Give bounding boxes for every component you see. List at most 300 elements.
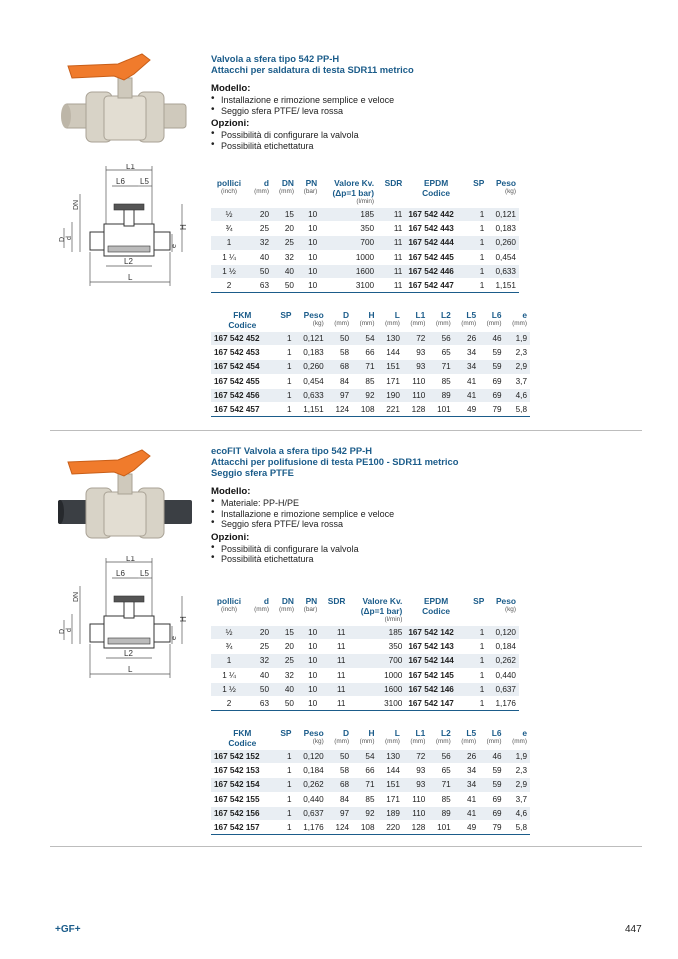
col-header: SP [280, 728, 292, 738]
table-cell: 1,9 [505, 332, 530, 346]
table-cell: 171 [378, 374, 403, 388]
table-cell: 1 [467, 668, 488, 682]
table-cell: 10 [297, 236, 320, 250]
unit-label: (mm) [385, 320, 400, 327]
table-cell: 700 [348, 654, 405, 668]
table-cell: ¾ [211, 222, 247, 236]
table-cell: 167 542 155 [211, 792, 274, 806]
table-cell: 46 [479, 750, 504, 764]
table-cell: 130 [378, 750, 403, 764]
product-title-line2: Attacchi per polifusione di testa PE100 - SDR11 metrico [211, 456, 459, 467]
table-cell: 350 [320, 222, 377, 236]
table-row [211, 403, 530, 417]
table-cell: 0,633 [487, 264, 519, 278]
table-cell: 32 [247, 236, 272, 250]
col-header: H [368, 310, 375, 320]
table-cell: 92 [352, 806, 377, 820]
table-cell: 1 ¼ [211, 668, 247, 682]
table-cell: 0,637 [487, 682, 519, 696]
table-cell: 5,8 [505, 821, 530, 835]
table-cell: 167 542 455 [211, 374, 274, 388]
table-cell: 3100 [348, 697, 405, 711]
dim-label-l: L [128, 273, 133, 282]
table-cell: 10 [297, 697, 320, 711]
unit-label: (mm) [512, 320, 527, 327]
table-cell: 26 [454, 332, 479, 346]
page-number: 447 [625, 924, 642, 935]
col-header: L1 [415, 728, 426, 738]
table-cell: 1600 [320, 264, 377, 278]
dim-label-l1: L1 [126, 164, 135, 171]
col-header: pollici [216, 596, 242, 606]
table-cell: 2,3 [505, 346, 530, 360]
table-cell: 10 [297, 668, 320, 682]
table-cell: 167 542 152 [211, 750, 274, 764]
table-cell: 40 [247, 668, 272, 682]
table-cell: 65 [428, 764, 453, 778]
table-cell: 0,440 [487, 668, 519, 682]
col-header-epdm-line2: Codice [422, 188, 451, 198]
unit-label: (mm) [410, 738, 426, 745]
col-header: pollici [216, 178, 242, 188]
table-cell: 1 [274, 374, 295, 388]
unit-label: (mm) [410, 320, 426, 327]
table-cell: 0,121 [487, 208, 519, 222]
product-title-line3: Seggio sfera PTFE [211, 467, 294, 478]
table-cell: 50 [247, 682, 272, 696]
table-cell: 0,120 [487, 626, 519, 640]
col-header-kv-line2: (Δp=1 bar) [360, 606, 403, 616]
table-cell: 3100 [320, 279, 377, 293]
valve-dimension-drawing [56, 556, 196, 686]
table-cell: 41 [454, 374, 479, 388]
table-cell: 89 [428, 388, 453, 402]
table-cell: 11 [320, 697, 348, 711]
table-cell: 189 [378, 806, 403, 820]
table-cell: 4,6 [505, 388, 530, 402]
table-cell: 11 [320, 668, 348, 682]
table-cell: 1 ½ [211, 682, 247, 696]
table-cell: 56 [428, 332, 453, 346]
dim-label-e: e [171, 636, 178, 640]
unit-label: (mm) [279, 188, 294, 195]
table-cell: 1 [274, 821, 295, 835]
table-row [211, 264, 519, 278]
unit-label: (mm) [512, 738, 527, 745]
col-header: PN [305, 178, 318, 188]
col-header: e [522, 310, 527, 320]
list-item: • Installazione e rimozione semplice e veloce [211, 95, 541, 106]
dim-label-small-d: d [66, 236, 73, 240]
unit-label: (mm) [461, 320, 477, 327]
table-row [211, 654, 519, 668]
table-cell: 167 542 457 [211, 403, 274, 417]
table-cell: 1600 [348, 682, 405, 696]
table-cell: 185 [348, 626, 405, 640]
table-cell: 54 [352, 332, 377, 346]
section-divider [50, 846, 642, 847]
col-header: L [394, 310, 400, 320]
modello-heading: Modello: [211, 486, 251, 497]
table-cell: 2 [211, 279, 247, 293]
col-header: Peso [495, 178, 516, 188]
table-cell: 2,9 [505, 360, 530, 374]
table-cell: 110 [403, 806, 428, 820]
table-cell: 171 [378, 792, 403, 806]
table-cell: 1 [211, 236, 247, 250]
table-cell: 1 [274, 750, 295, 764]
table-cell: 0,184 [487, 640, 519, 654]
unit-label: (bar) [303, 188, 318, 195]
table-row [211, 250, 519, 264]
unit-label: (mm) [486, 320, 502, 327]
table-cell: 93 [403, 764, 428, 778]
table-cell: 167 542 145 [405, 668, 467, 682]
valve-photo [58, 46, 192, 150]
dimensions-table-fkm [211, 728, 530, 835]
table-cell: 63 [247, 697, 272, 711]
product-section-2 [0, 436, 678, 846]
table-cell: 350 [348, 640, 405, 654]
table-cell: 1 [211, 654, 247, 668]
unit-label: (mm) [254, 188, 269, 195]
table-row [211, 792, 530, 806]
table-cell: 167 542 153 [211, 764, 274, 778]
col-header: EPDM [423, 596, 449, 606]
col-header: FKM [233, 310, 252, 320]
list-item: • Seggio sfera PTFE/ leva rossa [211, 519, 541, 530]
modello-list [211, 95, 541, 116]
table-cell: 700 [320, 236, 377, 250]
table-cell: 0,637 [295, 806, 327, 820]
table-cell: 167 542 454 [211, 360, 274, 374]
table-row [211, 668, 519, 682]
table-cell: 10 [297, 640, 320, 654]
table-cell: 10 [297, 626, 320, 640]
table-cell: 0,121 [295, 332, 327, 346]
table-cell: 71 [352, 360, 377, 374]
table-cell: 0,183 [487, 222, 519, 236]
table-cell: 69 [479, 806, 504, 820]
table-cell: 54 [352, 750, 377, 764]
table-cell: 11 [377, 236, 405, 250]
product-title-line1: ecoFIT Valvola a sfera tipo 542 PP-H [211, 445, 372, 456]
table-cell: 85 [352, 792, 377, 806]
table-cell: 93 [403, 346, 428, 360]
table-cell: 50 [327, 750, 352, 764]
table-cell: 1,176 [295, 821, 327, 835]
table-cell: 1,176 [487, 697, 519, 711]
col-header: Peso [495, 596, 516, 606]
unit-label: (mm) [435, 320, 451, 327]
table-cell: 167 542 442 [405, 208, 467, 222]
table-row [211, 806, 530, 820]
list-item: • Seggio sfera PTFE/ leva rossa [211, 106, 541, 117]
col-header: L2 [440, 310, 451, 320]
dim-label-l5: L5 [140, 569, 149, 578]
col-header-epdm-line2: Codice [422, 606, 451, 616]
table-cell: 167 542 154 [211, 778, 274, 792]
table-cell: 40 [272, 264, 297, 278]
table-cell: 167 542 444 [405, 236, 467, 250]
table-cell: ½ [211, 626, 247, 640]
table-cell: 167 542 453 [211, 346, 274, 360]
table-cell: 0,440 [295, 792, 327, 806]
col-header: L5 [466, 728, 477, 738]
table-cell: 1 [274, 388, 295, 402]
table-cell: 10 [297, 264, 320, 278]
dimensions-table-fkm [211, 310, 530, 417]
table-cell: 10 [297, 682, 320, 696]
table-cell: 40 [272, 682, 297, 696]
col-header: SP [473, 596, 485, 606]
table-cell: 34 [454, 360, 479, 374]
gf-logo: +GF+ [55, 924, 81, 935]
table-cell: 20 [247, 208, 272, 222]
dim-label-l1: L1 [126, 556, 135, 563]
col-header: SDR [384, 178, 403, 188]
table-cell: 89 [428, 806, 453, 820]
table-cell: 1 [467, 640, 488, 654]
table-cell: 58 [327, 764, 352, 778]
table-cell: 25 [272, 236, 297, 250]
table-cell: 101 [428, 821, 453, 835]
table-cell: 68 [327, 778, 352, 792]
table-row [211, 279, 519, 293]
col-header: Valore Kv. [334, 178, 375, 188]
table-cell: 167 542 443 [405, 222, 467, 236]
table-cell: 1 [467, 279, 488, 293]
list-item: • Materiale: PP-H/PE [211, 498, 541, 509]
table-cell: 1 [467, 236, 488, 250]
table-cell: 11 [377, 250, 405, 264]
table-cell: 97 [327, 388, 352, 402]
product-section-1 [0, 40, 678, 432]
table-cell: 167 542 446 [405, 264, 467, 278]
table-cell: 85 [428, 374, 453, 388]
col-header: EPDM [423, 178, 449, 188]
table-cell: 1 ½ [211, 264, 247, 278]
table-cell: 20 [272, 222, 297, 236]
table-cell: 71 [428, 360, 453, 374]
table-cell: 151 [378, 778, 403, 792]
opzioni-heading: Opzioni: [211, 531, 250, 543]
table-cell: 85 [428, 792, 453, 806]
table-cell: 59 [479, 360, 504, 374]
col-header: L6 [491, 728, 502, 738]
table-cell: 167 542 452 [211, 332, 274, 346]
list-item: • Possibilità etichettatura [211, 554, 541, 565]
table-cell: 15 [272, 208, 297, 222]
table-cell: 25 [272, 654, 297, 668]
table-cell: 79 [479, 403, 504, 417]
opzioni-list [211, 544, 541, 565]
unit-label: (mm) [359, 738, 375, 745]
table-cell: 1 [467, 682, 488, 696]
dim-label-dn: DN [73, 591, 80, 602]
table-cell: 32 [247, 654, 272, 668]
table-cell: ¾ [211, 640, 247, 654]
unit-label: (mm) [435, 738, 451, 745]
table-cell: ½ [211, 208, 247, 222]
valve-dimension-drawing [56, 164, 196, 294]
table-cell: 1 [274, 346, 295, 360]
unit-label: (mm) [334, 320, 350, 327]
table-cell: 167 542 157 [211, 821, 274, 835]
unit-label: (kg) [504, 188, 516, 195]
table-cell: 20 [272, 640, 297, 654]
product-description [211, 53, 541, 151]
dim-label-e: e [171, 244, 178, 248]
col-header: d [263, 178, 269, 188]
col-header: D [343, 310, 350, 320]
table-cell: 10 [297, 208, 320, 222]
table-cell: 4,6 [505, 806, 530, 820]
unit-label: (mm) [359, 320, 375, 327]
table-cell: 11 [377, 222, 405, 236]
dim-label-small-d: d [66, 628, 73, 632]
table-cell: 1 [467, 250, 488, 264]
table-cell: 56 [428, 750, 453, 764]
unit-label: (inch) [221, 188, 238, 195]
table-row [211, 388, 530, 402]
list-item: • Possibilità etichettatura [211, 141, 541, 152]
table-cell: 124 [327, 403, 352, 417]
col-header-kv-line2: (Δp=1 bar) [332, 188, 375, 198]
col-header: Valore Kv. [362, 596, 403, 606]
table-cell: 1 [274, 806, 295, 820]
valve-photo [58, 442, 192, 546]
dim-label-l6: L6 [116, 569, 125, 578]
table-cell: 1 [467, 264, 488, 278]
table-cell: 11 [320, 682, 348, 696]
table-row [211, 360, 530, 374]
table-cell: 85 [352, 374, 377, 388]
dim-label-d: D [59, 236, 66, 242]
table-cell: 32 [272, 668, 297, 682]
col-header: SP [280, 310, 292, 320]
table-cell: 58 [327, 346, 352, 360]
dim-label-l: L [128, 665, 133, 674]
col-header: L1 [415, 310, 426, 320]
table-row [211, 222, 519, 236]
table-cell: 1 [274, 764, 295, 778]
table-cell: 41 [454, 792, 479, 806]
product-description [211, 445, 541, 565]
table-cell: 0,633 [295, 388, 327, 402]
table-cell: 2 [211, 697, 247, 711]
col-header: Peso [303, 728, 324, 738]
dimensions-table-epdm [211, 596, 519, 711]
table-cell: 11 [320, 626, 348, 640]
table-cell: 110 [403, 792, 428, 806]
table-cell: 0,260 [295, 360, 327, 374]
table-row [211, 626, 519, 640]
table-cell: 130 [378, 332, 403, 346]
table-cell: 50 [272, 279, 297, 293]
table-cell: 0,262 [487, 654, 519, 668]
table-row [211, 640, 519, 654]
unit-label: (inch) [221, 606, 238, 613]
table-cell: 167 542 456 [211, 388, 274, 402]
table-cell: 167 542 447 [405, 279, 467, 293]
table-cell: 167 542 144 [405, 654, 467, 668]
table-cell: 220 [378, 821, 403, 835]
table-cell: 1 [274, 403, 295, 417]
table-cell: 10 [297, 250, 320, 264]
section-divider [50, 430, 642, 431]
table-cell: 1 [467, 626, 488, 640]
table-cell: 1 [467, 654, 488, 668]
table-cell: 124 [327, 821, 352, 835]
col-header-fkm-line2: Codice [228, 320, 257, 330]
table-cell: 63 [247, 279, 272, 293]
table-cell: 167 542 146 [405, 682, 467, 696]
col-header: Peso [303, 310, 324, 320]
table-cell: 11 [320, 654, 348, 668]
table-cell: 1 [274, 332, 295, 346]
table-cell: 72 [403, 750, 428, 764]
table-cell: 108 [352, 403, 377, 417]
table-cell: 93 [403, 778, 428, 792]
col-header: L5 [466, 310, 477, 320]
table-cell: 34 [454, 778, 479, 792]
table-cell: 151 [378, 360, 403, 374]
table-cell: 79 [479, 821, 504, 835]
unit-label: (kg) [312, 320, 324, 327]
dim-label-dn: DN [73, 199, 80, 210]
col-header: SP [473, 178, 485, 188]
table-cell: 59 [479, 346, 504, 360]
table-cell: 84 [327, 374, 352, 388]
table-cell: 41 [454, 806, 479, 820]
table-cell: 110 [403, 388, 428, 402]
table-row [211, 682, 519, 696]
table-row [211, 778, 530, 792]
list-item: • Installazione e rimozione semplice e veloce [211, 509, 541, 520]
table-cell: 128 [403, 821, 428, 835]
table-cell: 26 [454, 750, 479, 764]
table-cell: 0,454 [487, 250, 519, 264]
table-cell: 167 542 445 [405, 250, 467, 264]
table-cell: 50 [247, 264, 272, 278]
modello-list [211, 498, 541, 530]
table-cell: 69 [479, 374, 504, 388]
table-cell: 167 542 142 [405, 626, 467, 640]
col-header: SDR [327, 596, 346, 606]
dim-label-h: H [179, 616, 188, 622]
table-cell: 11 [377, 279, 405, 293]
table-cell: 10 [297, 222, 320, 236]
table-cell: 10 [297, 279, 320, 293]
list-item: • Possibilità di configurare la valvola [211, 544, 541, 555]
modello-heading: Modello: [211, 83, 251, 94]
table-cell: 59 [479, 764, 504, 778]
table-row [211, 750, 530, 764]
col-header: L6 [491, 310, 502, 320]
table-cell: 0,260 [487, 236, 519, 250]
opzioni-heading: Opzioni: [211, 118, 250, 130]
table-cell: 65 [428, 346, 453, 360]
table-cell: 66 [352, 346, 377, 360]
table-row [211, 346, 530, 360]
table-row [211, 764, 530, 778]
dim-label-l2: L2 [124, 257, 133, 266]
table-cell: 40 [247, 250, 272, 264]
table-row [211, 374, 530, 388]
table-cell: 185 [320, 208, 377, 222]
table-cell: 92 [352, 388, 377, 402]
